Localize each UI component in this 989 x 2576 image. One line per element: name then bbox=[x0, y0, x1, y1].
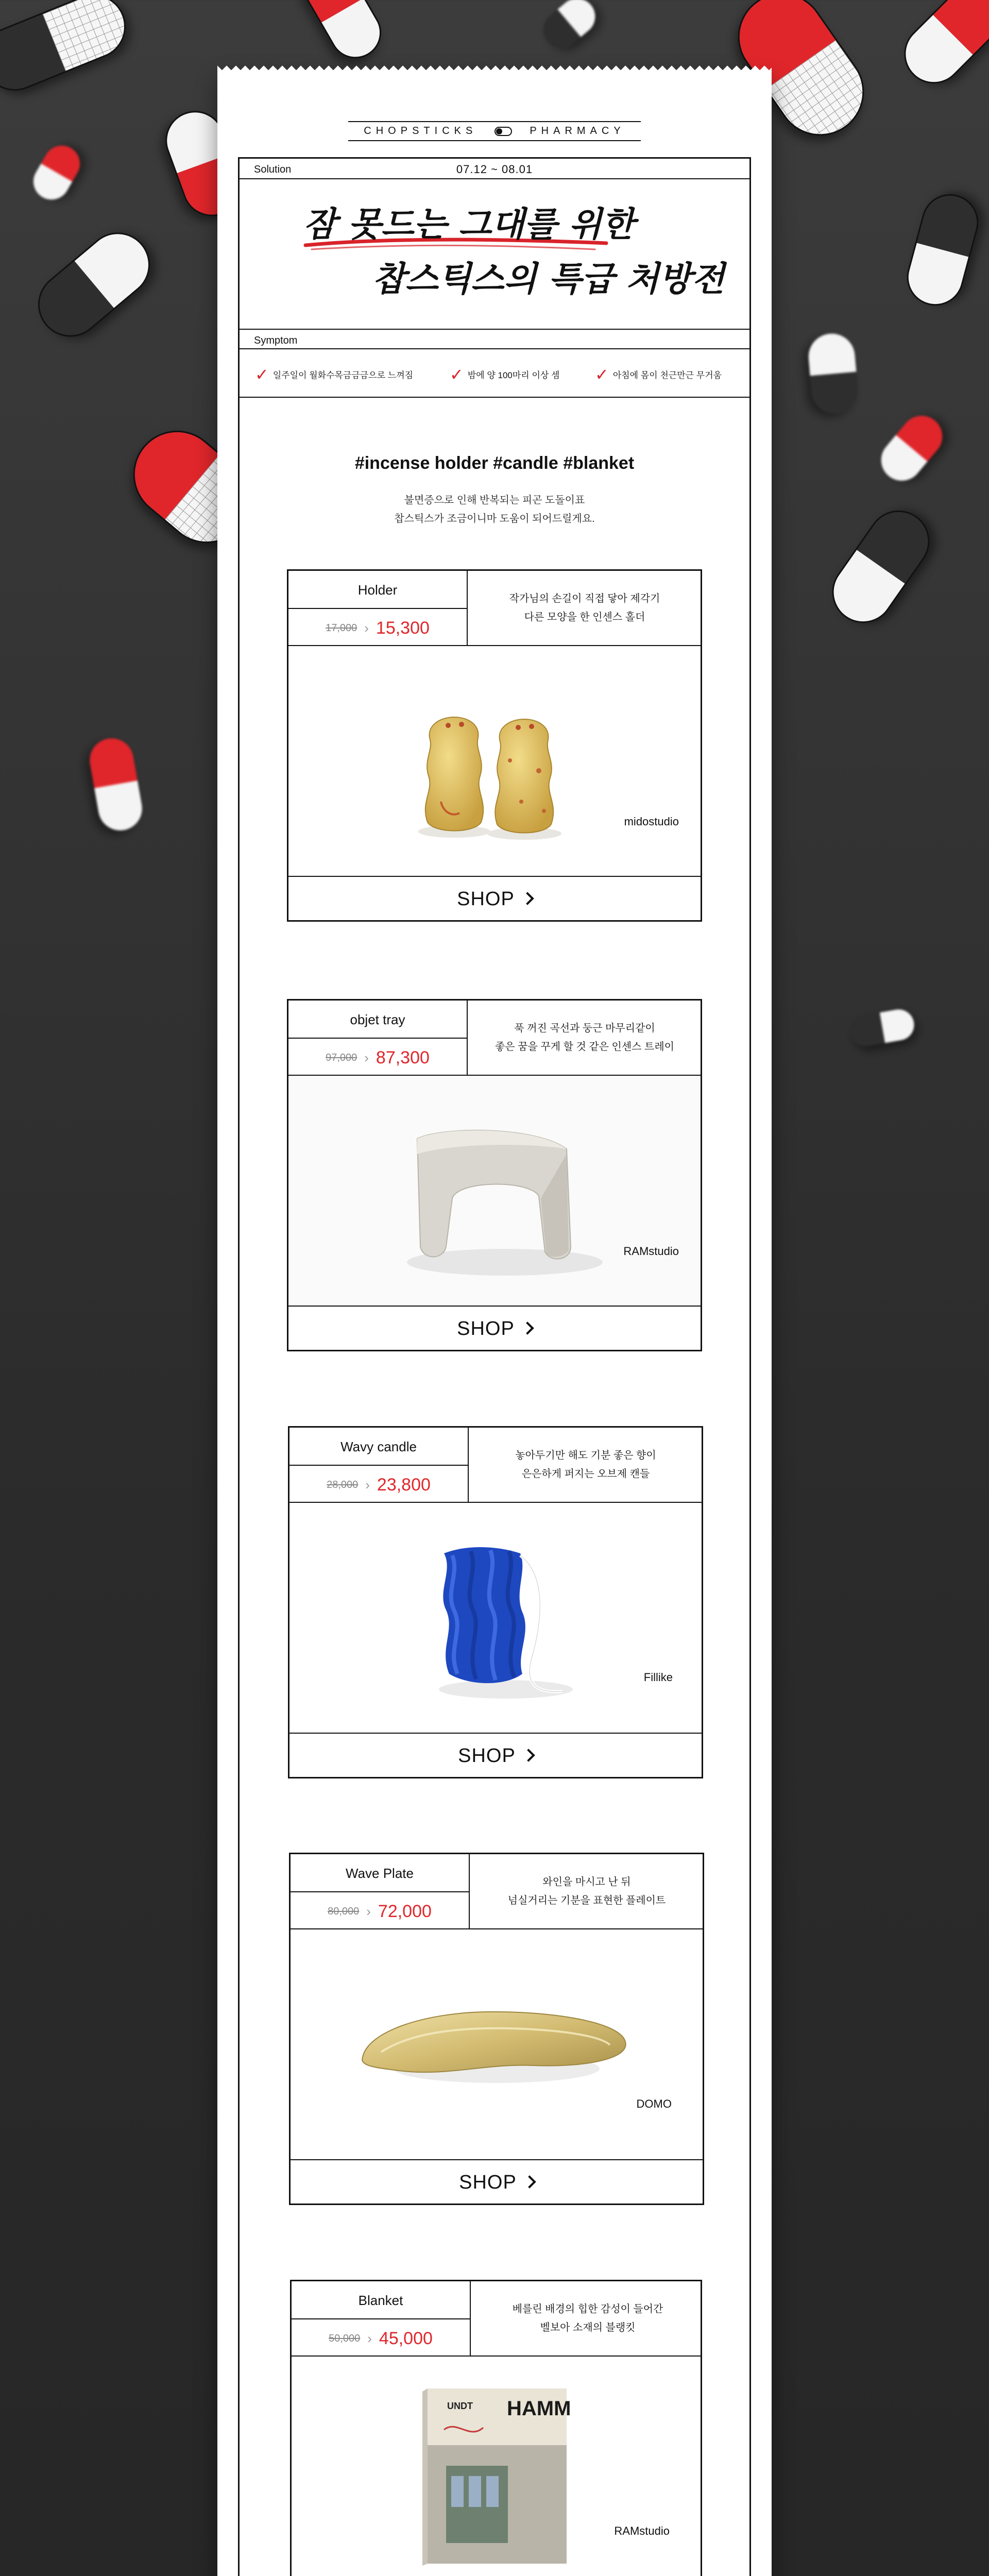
sale-price: 72,000 bbox=[378, 1901, 432, 1921]
product-header bbox=[291, 1854, 703, 1929]
product-name: Wave Plate bbox=[291, 1854, 469, 1892]
capsule-white-dark bbox=[820, 498, 942, 635]
checkmark-icon: ✓ bbox=[255, 365, 269, 384]
product-photo[interactable] bbox=[288, 1077, 701, 1307]
arrow-right-icon: › bbox=[367, 2330, 372, 2346]
product-photo[interactable] bbox=[292, 2358, 701, 2576]
brand-logo[interactable] bbox=[348, 121, 640, 141]
studio-name: RAMstudio bbox=[623, 1245, 679, 1258]
headline-line-2: 찹스틱스의 특급 처방전 bbox=[372, 259, 725, 299]
original-price: 97,000 bbox=[326, 1052, 357, 1063]
headline bbox=[240, 185, 749, 325]
capsule-blurred-red bbox=[873, 408, 950, 489]
section-desc-line-2: 찹스틱스가 조금이니마 도움이 되어드릴게요. bbox=[394, 513, 595, 524]
product-name-box bbox=[288, 571, 468, 646]
solution-row bbox=[240, 159, 749, 179]
product-name: objet tray bbox=[288, 1001, 467, 1039]
capsule-dark-white bbox=[25, 219, 163, 350]
product-description bbox=[470, 1446, 702, 1483]
symptom-item bbox=[255, 365, 414, 384]
product-desc-line-1: 놓아두기만 해도 기분 좋은 향이 bbox=[515, 1450, 656, 1461]
product-price bbox=[292, 2320, 470, 2357]
product-card bbox=[288, 1426, 703, 1778]
product-price bbox=[291, 1893, 469, 1929]
section-description bbox=[240, 491, 749, 528]
product-photo[interactable] bbox=[288, 647, 701, 877]
brand-header bbox=[217, 121, 772, 141]
product-name-box bbox=[289, 1428, 469, 1503]
blanket-photo-text: HAMM bbox=[507, 2397, 571, 2420]
capsule-red-white bbox=[295, 0, 391, 68]
wave-plate-image bbox=[291, 1930, 703, 2160]
capsule-blurred-red bbox=[87, 735, 146, 834]
section-title: #incense holder #candle #blanket bbox=[354, 453, 635, 473]
shop-button[interactable] bbox=[288, 876, 701, 920]
studio-name: Fillike bbox=[643, 1671, 673, 1684]
checkmark-icon: ✓ bbox=[450, 365, 464, 384]
arrow-right-icon: › bbox=[364, 1049, 369, 1065]
prescription-frame bbox=[238, 157, 751, 2576]
symptom-item bbox=[450, 365, 560, 384]
original-price: 17,000 bbox=[326, 622, 357, 634]
original-price: 28,000 bbox=[327, 1479, 359, 1490]
product-desc-line-1: 푹 꺼진 곡선과 둥근 마무리같이 bbox=[514, 1023, 655, 1034]
original-price: 50,000 bbox=[329, 2332, 361, 2344]
chevron-right-icon bbox=[521, 892, 534, 905]
capsule-blurred-white bbox=[807, 332, 860, 415]
product-photo[interactable] bbox=[291, 1930, 703, 2160]
product-photo[interactable] bbox=[289, 1504, 702, 1734]
solution-label: Solution bbox=[254, 164, 292, 175]
product-name-box bbox=[291, 1854, 470, 1929]
toggle-icon bbox=[494, 127, 512, 136]
product-desc-line-2: 은은하게 퍼지는 오브제 캔들 bbox=[521, 1468, 650, 1480]
symptom-text: 아침에 몸이 천근만근 무거움 bbox=[612, 370, 722, 380]
wavy-candle-image bbox=[289, 1504, 702, 1734]
product-header bbox=[288, 571, 701, 646]
receipt-paper bbox=[217, 75, 772, 2576]
product-price bbox=[289, 1467, 468, 1503]
shop-label: SHOP bbox=[458, 1745, 516, 1767]
chevron-right-icon bbox=[522, 1749, 535, 1761]
capsule-white-red bbox=[892, 0, 989, 96]
capsule-white-dark bbox=[900, 188, 984, 312]
shop-label: SHOP bbox=[459, 2172, 517, 2193]
studio-name: RAMstudio bbox=[614, 2524, 670, 2537]
symptom-row bbox=[240, 329, 749, 349]
product-card bbox=[287, 999, 702, 1351]
capsule-blurred-red bbox=[27, 139, 87, 206]
date-range: 07.12 ~ 08.01 bbox=[456, 163, 533, 176]
product-desc-line-1: 베를린 배경의 힙한 감성이 들어간 bbox=[512, 2303, 663, 2315]
arrow-right-icon: › bbox=[364, 620, 369, 636]
product-description bbox=[472, 2300, 704, 2337]
product-description bbox=[469, 1019, 701, 1056]
symptom-label: Symptom bbox=[254, 335, 298, 346]
shop-button[interactable] bbox=[291, 2159, 703, 2204]
product-header bbox=[292, 2281, 701, 2357]
sale-price: 87,300 bbox=[376, 1047, 430, 1067]
product-card bbox=[290, 2280, 702, 2576]
shop-label: SHOP bbox=[457, 888, 515, 910]
brand-left: CHOPSTICKS bbox=[364, 125, 478, 137]
symptom-text: 밤에 양 100마리 이상 셈 bbox=[467, 370, 560, 380]
studio-name: midostudio bbox=[624, 815, 679, 828]
product-header bbox=[289, 1428, 702, 1503]
checkmark-icon: ✓ bbox=[595, 365, 609, 384]
product-name: Wavy candle bbox=[289, 1428, 468, 1466]
product-desc-line-1: 작가님의 손길이 직접 닿아 제각기 bbox=[509, 593, 660, 604]
product-desc-line-2: 넘실거리는 기분을 표현한 플레이트 bbox=[507, 1895, 666, 1906]
product-price bbox=[288, 1040, 467, 1076]
blanket-image bbox=[292, 2358, 701, 2576]
studio-name: DOMO bbox=[636, 2097, 672, 2110]
sale-price: 23,800 bbox=[377, 1475, 431, 1495]
product-card bbox=[287, 569, 702, 922]
product-price bbox=[288, 610, 467, 646]
incense-holder-image bbox=[288, 647, 701, 877]
product-name-box bbox=[292, 2281, 471, 2357]
capsule-grid-dark bbox=[0, 0, 135, 100]
product-header bbox=[288, 1001, 701, 1076]
product-card bbox=[289, 1853, 704, 2205]
arrow-right-icon: › bbox=[366, 1903, 371, 1919]
product-description bbox=[471, 1873, 703, 1910]
capsule-blurred-dark bbox=[536, 0, 602, 55]
original-price: 80,000 bbox=[328, 1905, 360, 1917]
brand-right: PHARMACY bbox=[530, 125, 625, 137]
shop-button[interactable] bbox=[288, 1306, 701, 1350]
product-desc-line-2: 다른 모양을 한 인센스 홀더 bbox=[524, 612, 645, 623]
symptom-item bbox=[595, 365, 722, 384]
headline-line-1: 잠 못드는 그대를 위한 bbox=[303, 204, 635, 244]
symptom-list bbox=[240, 350, 749, 398]
product-desc-line-2: 좋은 꿈을 꾸게 할 것 같은 인센스 트레이 bbox=[494, 1041, 675, 1053]
chevron-right-icon bbox=[523, 2175, 536, 2188]
arrow-right-icon: › bbox=[365, 1477, 370, 1493]
sale-price: 15,300 bbox=[376, 618, 430, 638]
objet-tray-image bbox=[288, 1077, 701, 1307]
section-desc-line-1: 불면증으로 인해 반복되는 피곤 도돌이표 bbox=[404, 495, 585, 506]
product-name-box bbox=[288, 1001, 468, 1076]
product-name: Blanket bbox=[292, 2281, 470, 2319]
product-desc-line-2: 벨보아 소재의 블랭킷 bbox=[540, 2322, 636, 2333]
receipt-zigzag-edge bbox=[217, 65, 772, 75]
svg-text:UNDT: UNDT bbox=[447, 2401, 473, 2411]
product-description bbox=[469, 589, 701, 626]
sale-price: 45,000 bbox=[379, 2328, 433, 2348]
shop-button[interactable] bbox=[289, 1733, 702, 1777]
shop-label: SHOP bbox=[457, 1318, 515, 1340]
chevron-right-icon bbox=[521, 1321, 534, 1334]
product-desc-line-1: 와인을 마시고 난 뒤 bbox=[542, 1876, 631, 1888]
product-name: Holder bbox=[288, 571, 467, 609]
symptom-text: 일주일이 월화수목금금금으로 느껴짐 bbox=[272, 370, 414, 380]
capsule-blurred-dark bbox=[848, 1007, 917, 1049]
